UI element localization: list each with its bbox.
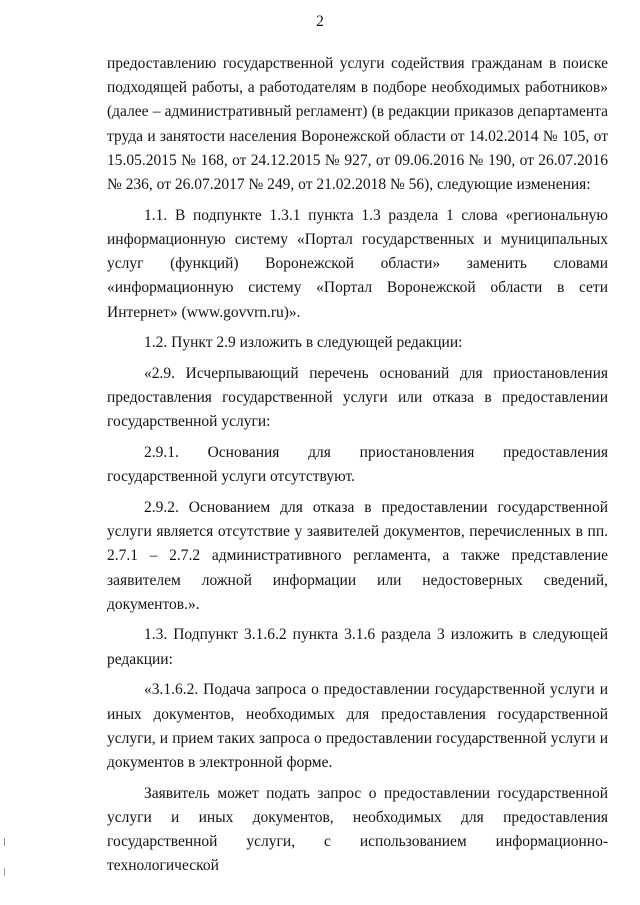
paragraph-clause-2-9-1: 2.9.1. Основания для приостановления предоставления государственной услуги отсутствуют. [107,444,608,486]
scan-margin-mark [4,868,5,876]
scan-margin-mark [4,838,5,846]
paragraph-clause-2-9-2: 2.9.2. Основанием для отказа в предоставлении государственной услуги является отсутствие у заявителей документов, перечисленных в пп. 2.7.1 – 2.7.2 административного регламента, а также представление заявителем ложной информации или недостоверных сведений, документов.». [107,498,608,613]
paragraph-item-1-2: 1.2. Пункт 2.9 изложить в следующей редакции: [144,334,463,352]
paragraph-regulation-intro: предоставлению государственной услуги содействия гражданам в поиске подходящей работы, а работодателям в подборе необходимых работников» (далее – административный регламент) (в редакции приказов департамента труда и занятости населения Воронежской области от 14.02.2014 № 105, от 15.05.2015 № 168, от 24.12.2015 № 927, от 09.06.2016 № 190, от 26.07.2016 № 236, от 26.07.2017 № 249, от 21.02.2018 № 56), следующие изменения: [107,55,608,194]
paragraph-applicant-request: Заявитель может подать запрос о предоставлении государственной услуги и иных документов, необходимых для предоставления государственной услуги, с использованием информационно-технологической [107,784,608,875]
paragraph-clause-2-9: «2.9. Исчерпывающий перечень оснований для приостановления предоставления государственной услуги или отказа в предоставлении государственной услуги: [107,364,608,431]
paragraph-item-1-3: 1.3. Подпункт 3.1.6.2 пункта 3.1.6 раздела 3 изложить в следующей редакции: [107,626,608,668]
paragraph-item-1-1: 1.1. В подпункте 1.3.1 пункта 1.3 раздела 1 слова «региональную информационную систему «Портал государственных и муниципальных услуг (функций) Воронежской области» заменить словами «информационную систему «Портал Воронежской области в сети Интернет» (www.govvrn.ru)». [107,206,608,321]
document-body [107,52,608,879]
paragraph-clause-3-1-6-2: «3.1.6.2. Подача запроса о предоставлении государственной услуги и иных документов, необходимых для предоставления государственной услуги, и прием таких запроса о предоставлении государственной услуги и документов в электронной форме. [107,681,608,771]
page-number: 2 [316,13,324,30]
